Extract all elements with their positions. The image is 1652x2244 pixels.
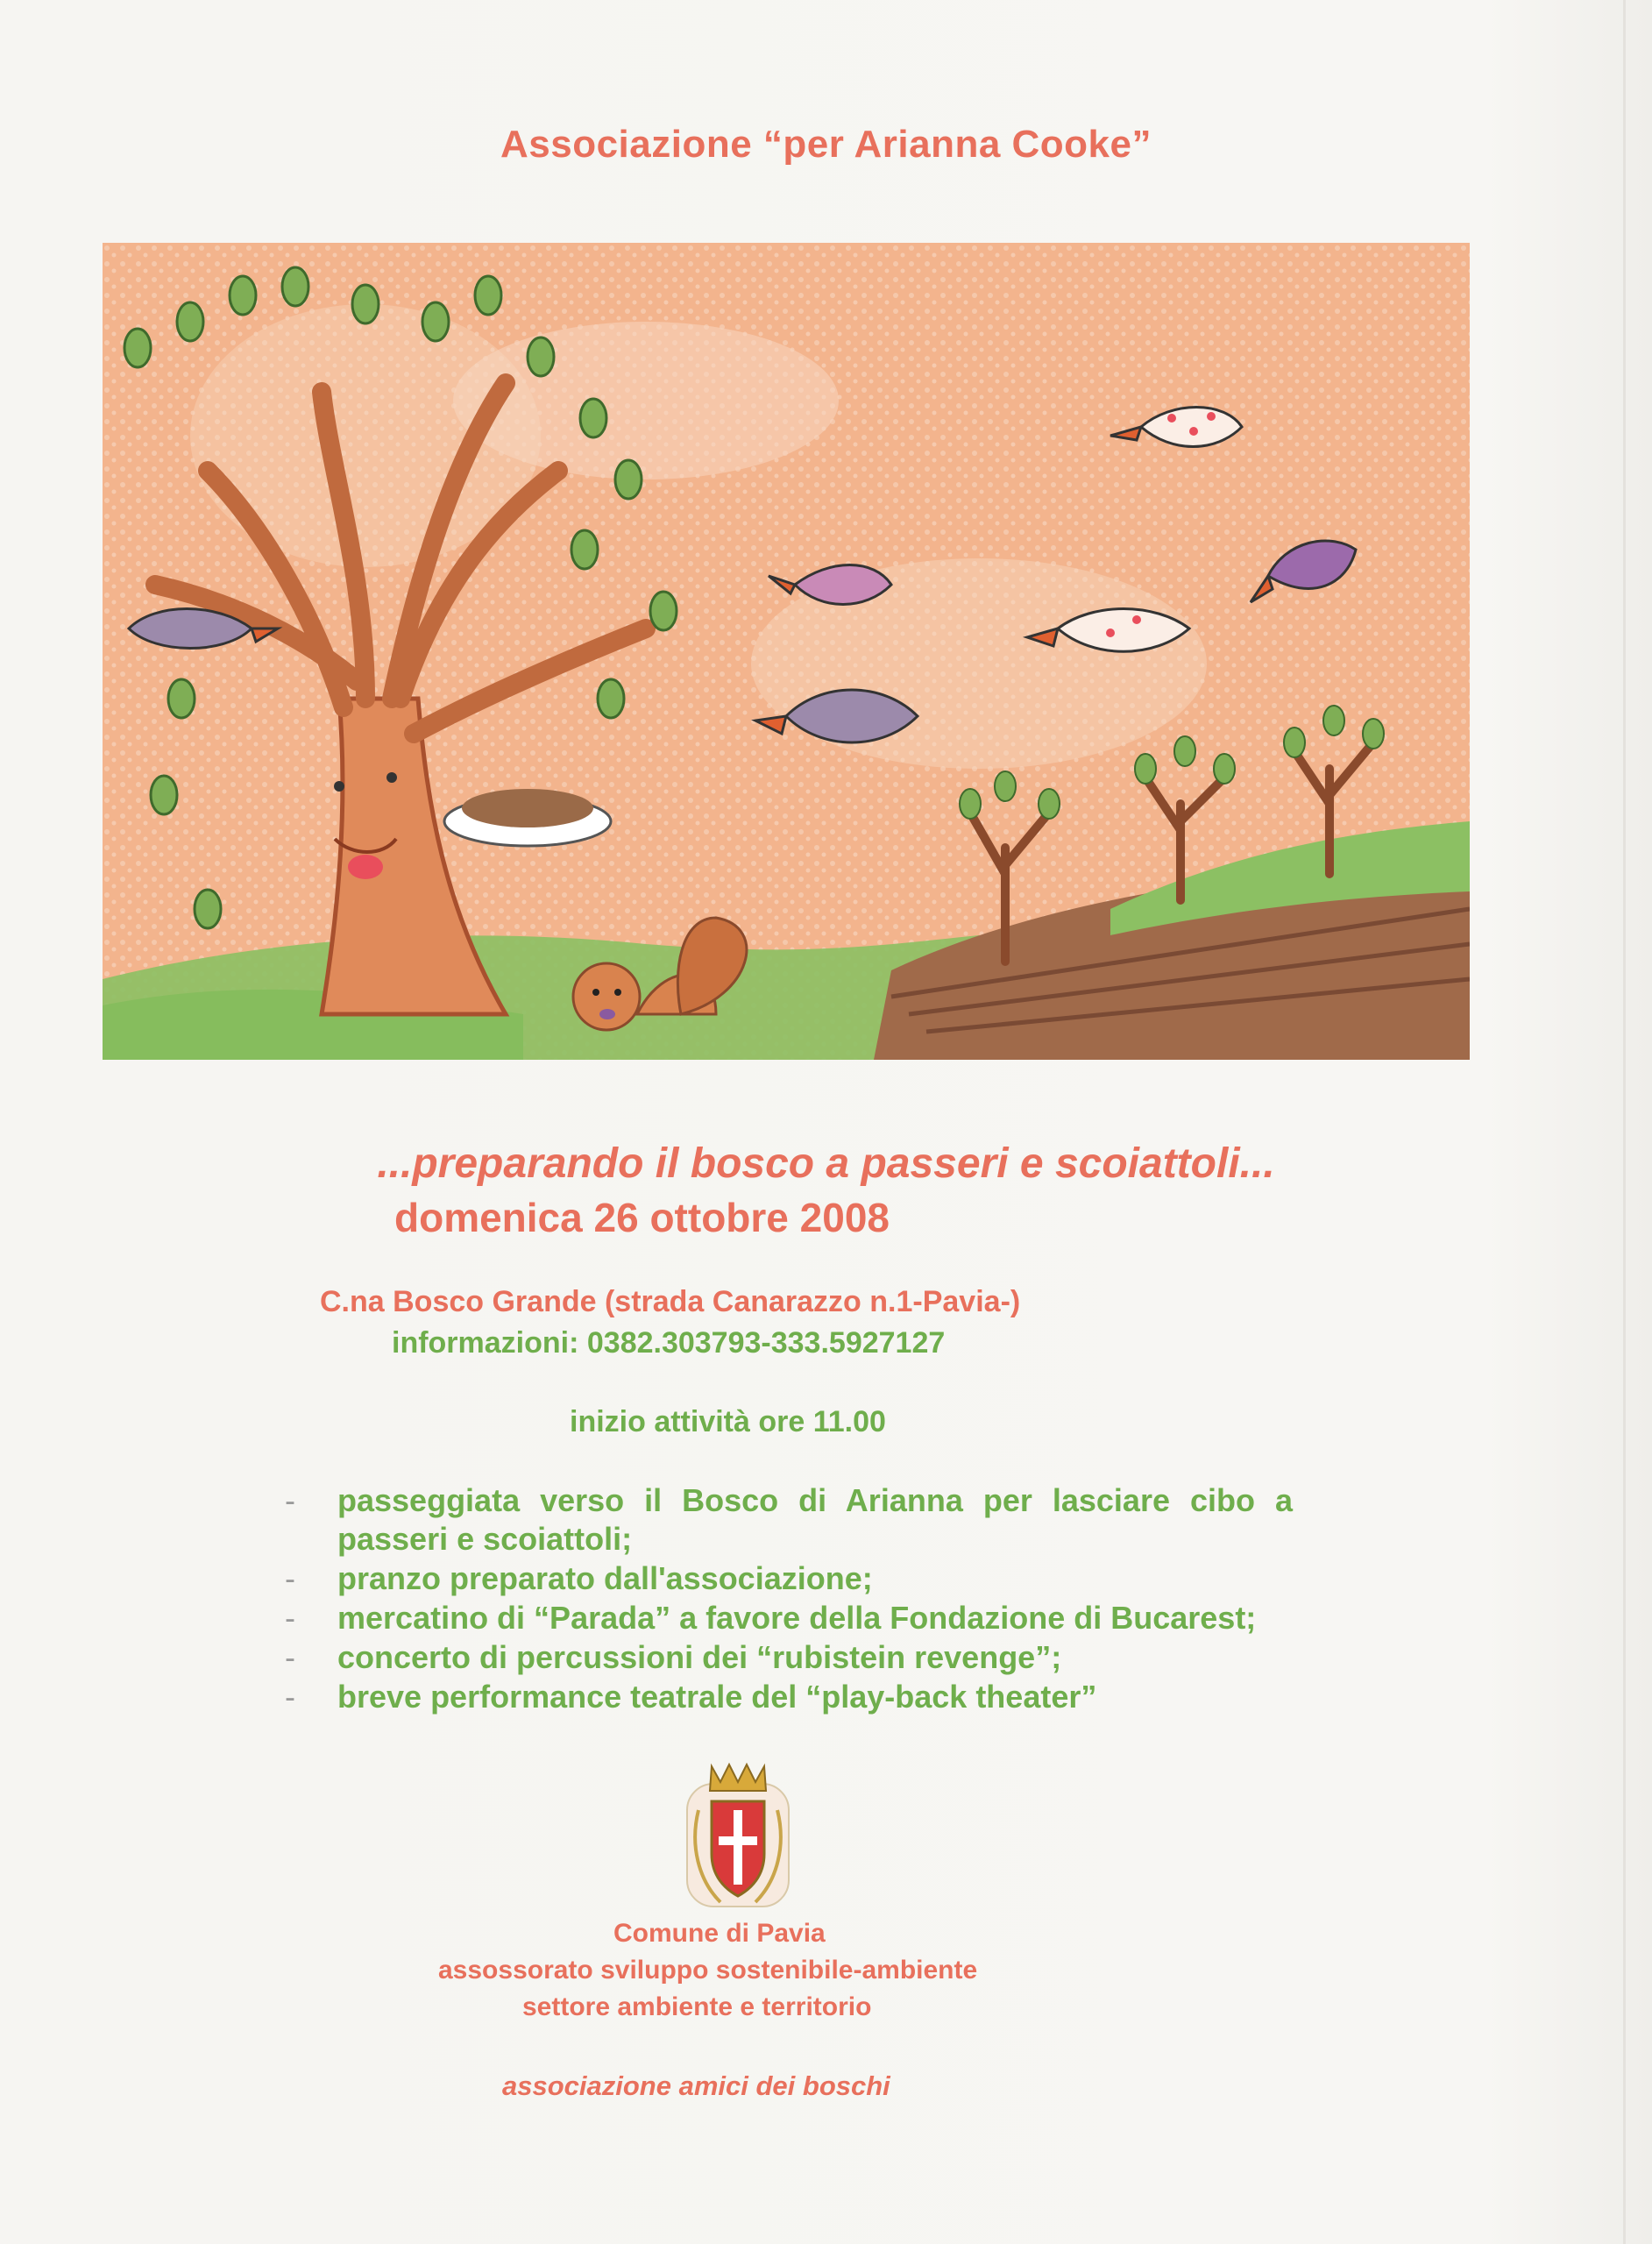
list-item bbox=[285, 1559, 1293, 1598]
list-item bbox=[285, 1599, 1293, 1637]
activity-text: passeggiata verso il Bosco di Arianna per lasciare cibo a passeri e scoiattoli; bbox=[337, 1482, 1293, 1557]
activities-list bbox=[285, 1481, 1293, 1717]
list-item bbox=[285, 1678, 1293, 1716]
association-title: Associazione “per Arianna Cooke” bbox=[500, 123, 1152, 166]
event-venue: C.na Bosco Grande (strada Canarazzo n.1-Pavia-) bbox=[320, 1285, 1021, 1318]
illustration bbox=[103, 243, 1470, 1060]
activity-text: pranzo preparato dall'associazione; bbox=[337, 1560, 873, 1596]
activity-text: breve performance teatrale del “play-back theater” bbox=[337, 1679, 1097, 1715]
start-time: inizio attività ore 11.00 bbox=[570, 1405, 886, 1438]
organizer-comune: Comune di Pavia bbox=[613, 1919, 826, 1948]
list-item bbox=[285, 1638, 1293, 1677]
activity-text: mercatino di “Parada” a favore della Fondazione di Bucarest; bbox=[337, 1600, 1257, 1636]
list-marker: - bbox=[285, 1639, 295, 1675]
list-marker: - bbox=[285, 1482, 295, 1518]
list-marker: - bbox=[285, 1600, 295, 1636]
footer-association: associazione amici dei boschi bbox=[502, 2070, 890, 2101]
paper-edge bbox=[1623, 0, 1626, 2244]
organizer-settore: settore ambiente e territorio bbox=[522, 1992, 872, 2021]
event-tagline: ...preparando il bosco a passeri e scoiattoli... bbox=[377, 1140, 1275, 1187]
event-date: domenica 26 ottobre 2008 bbox=[394, 1195, 890, 1240]
organizer-assessorato: assossorato sviluppo sostenibile-ambiente bbox=[438, 1956, 978, 1985]
contact-info: informazioni: 0382.303793-333.5927127 bbox=[392, 1326, 946, 1360]
list-item bbox=[285, 1481, 1293, 1559]
tree-birds-squirrel-drawing-icon bbox=[103, 243, 1470, 1060]
list-marker: - bbox=[285, 1679, 295, 1715]
list-marker: - bbox=[285, 1560, 295, 1596]
pavia-coat-of-arms-icon bbox=[685, 1758, 791, 1914]
activity-text: concerto di percussioni dei “rubistein revenge”; bbox=[337, 1639, 1062, 1675]
